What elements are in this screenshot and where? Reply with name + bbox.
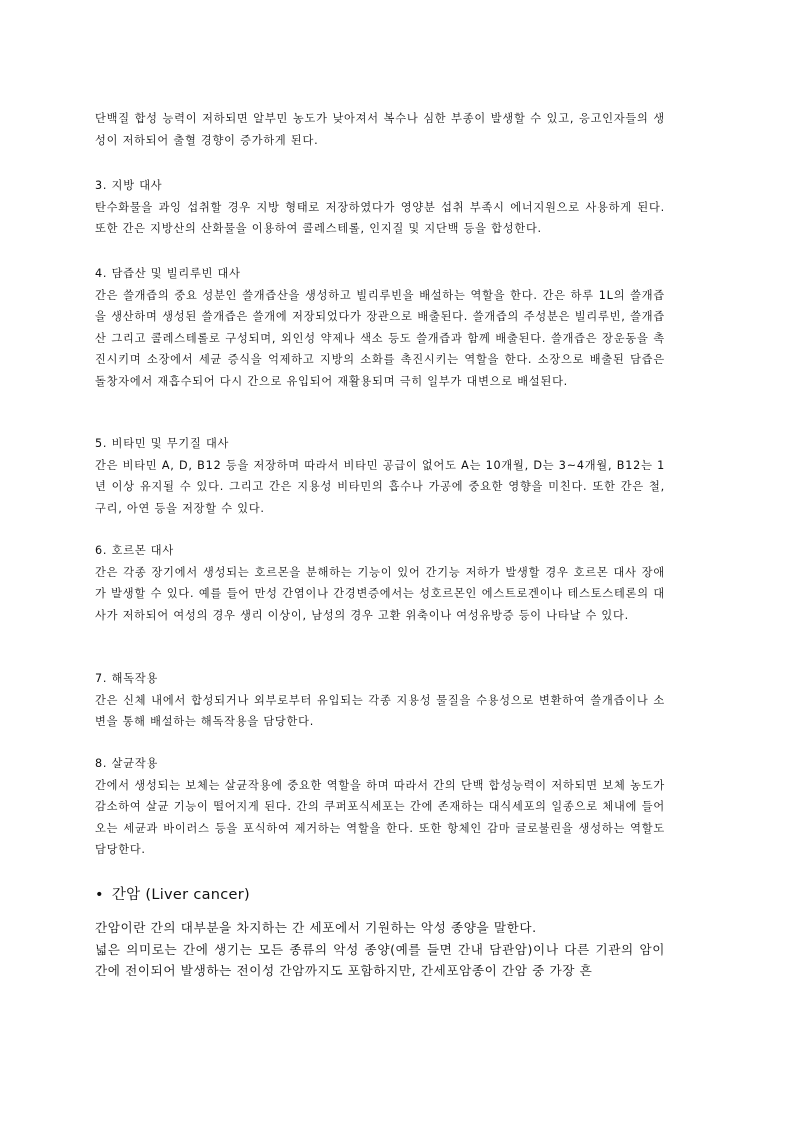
section-heading: 3. 지방 대사 bbox=[95, 179, 163, 192]
section-heading: 5. 비타민 및 무기질 대사 bbox=[95, 437, 230, 450]
section-heading: 7. 해독작용 bbox=[95, 672, 159, 685]
intro-paragraph: 단백질 합성 능력이 저하되면 알부민 농도가 낮아져서 복수나 심한 부종이 발생할 수 있고, 응고인자들의 생성이 저하되어 출혈 경향이 증가하게 된다. bbox=[95, 112, 665, 147]
liver-cancer-title bbox=[95, 884, 665, 906]
section-fat-metabolism bbox=[95, 175, 665, 240]
section-body: 간은 각종 장기에서 생성되는 호르몬을 분해하는 기능이 있어 간기능 저하가 발생할 경우 호르몬 대사 장애가 발생할 수 있다. 예를 들어 만성 간염이나 간경변증에서는 성호르몬인 에스트로겐이나 테스토스테론의 대사가 저하되어 여성의 경우 생리 이상이, 남성의 경우 고환 위축이나 여성유방증 등이 나타날 수 있다. bbox=[95, 565, 665, 622]
bullet-icon: • bbox=[95, 887, 104, 903]
section-vitamin-metabolism bbox=[95, 433, 665, 519]
liver-cancer-section bbox=[95, 884, 665, 906]
section-detoxification bbox=[95, 668, 665, 733]
section-body: 간은 쓸개즙의 중요 성분인 쓸개즙산을 생성하고 빌리루빈을 배설하는 역할을 한다. 간은 하루 1L의 쓸개즙을 생산하며 생성된 쓸개즙은 쓸개에 저장되었다가 장관으로 배출된다. 쓸개즙의 주성분은 빌리루빈, 쓸개즙산 그리고 콜레스테롤로 구성되며, 외인성 약제나 색소 등도 쓸개즙과 함께 배출된다. 쓸개즙은 장운동을 촉진시키며 소장에서 세균 증식을 억제하고 지방의 소화를 촉진시키는 역할을 한다. 소장으로 배출된 담즙은 돌창자에서 재흡수되어 다시 간으로 유입되어 재활용되며 극히 일부가 대변으로 배설된다. bbox=[95, 288, 665, 388]
liver-cancer-scope: 넓은 의미로는 간에 생기는 모든 종류의 악성 종양(예를 들면 간내 담관암)이나 다른 기관의 암이 간에 전이되어 발생하는 전이성 간암까지도 포함하지만, 간세포암종이 간암 중 가장 흔 bbox=[95, 941, 665, 978]
section-body: 간에서 생성되는 보체는 살균작용에 중요한 역할을 하며 따라서 간의 단백 합성능력이 저하되면 보체 농도가 감소하여 살균 기능이 떨어지게 된다. 간의 쿠퍼포식세포는 간에 존재하는 대식세포의 일종으로 체내에 들어오는 세균과 바이러스 등을 포식하여 제거하는 역할을 한다. 또한 항체인 감마 글로불린을 생성하는 역할도 담당한다. bbox=[95, 778, 665, 856]
liver-cancer-title-text: 간암 (Liver cancer) bbox=[111, 887, 250, 903]
intro-block bbox=[95, 108, 665, 151]
section-body: 탄수화물을 과잉 섭취할 경우 지방 형태로 저장하였다가 영양분 섭취 부족시 에너지원으로 사용하게 된다. 또한 간은 지방산의 산화물을 이용하여 콜레스테롤, 인지질 및 지단백 등을 합성한다. bbox=[95, 200, 665, 235]
section-body: 간은 비타민 A, D, B12 등을 저장하며 따라서 비타민 공급이 없어도 A는 10개월, D는 3~4개월, B12는 1년 이상 유지될 수 있다. 그리고 간은 지용성 비타민의 흡수나 가공에 중요한 영향을 미친다. 또한 간은 철, 구리, 아연 등을 저장할 수 있다. bbox=[95, 458, 665, 515]
section-heading: 6. 호르몬 대사 bbox=[95, 544, 175, 557]
section-hormone-metabolism bbox=[95, 540, 665, 626]
section-heading: 8. 살균작용 bbox=[95, 757, 159, 770]
section-bile-metabolism bbox=[95, 263, 665, 392]
liver-cancer-body bbox=[95, 917, 665, 982]
section-heading: 4. 담즙산 및 빌리루빈 대사 bbox=[95, 267, 241, 280]
section-sterilization bbox=[95, 753, 665, 861]
liver-cancer-definition: 간암이란 간의 대부분을 차지하는 간 세포에서 기원하는 악성 종양을 말한다. bbox=[95, 920, 537, 935]
section-body: 간은 신체 내에서 합성되거나 외부로부터 유입되는 각종 지용성 물질을 수용성으로 변환하여 쓸개즙이나 소변을 통해 배설하는 해독작용을 담당한다. bbox=[95, 693, 665, 728]
